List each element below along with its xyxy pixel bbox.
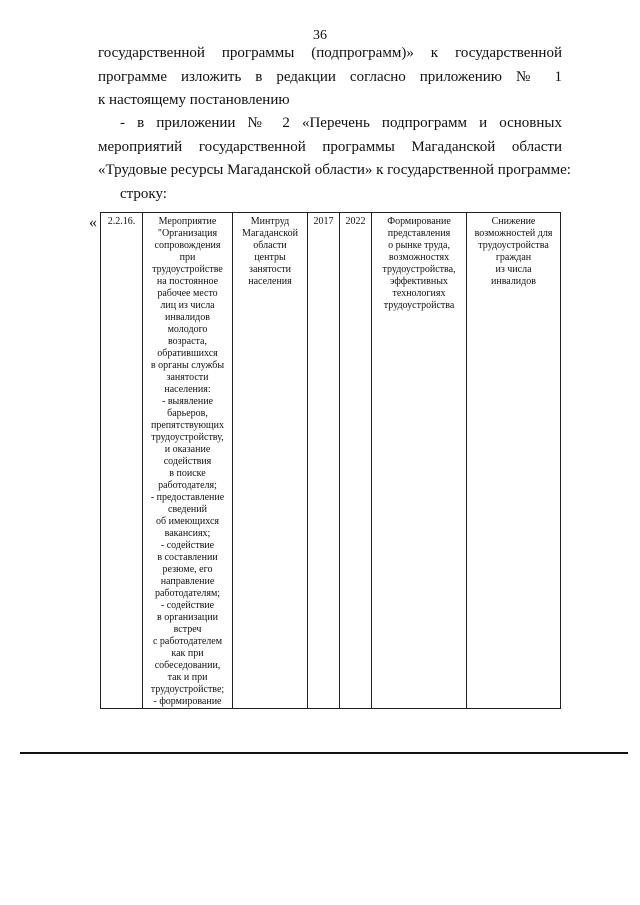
- cell-line: - содействие: [160, 540, 215, 551]
- paragraph-appendix: [98, 112, 571, 206]
- cell-line: центры: [254, 252, 286, 263]
- cell-line: так и при: [167, 672, 208, 683]
- text-line: - в приложении № 2 «Перечень подпрограмм и основных: [120, 115, 562, 131]
- cell-line: - содействие: [160, 600, 215, 611]
- cell-line: инвалидов: [165, 312, 210, 323]
- paragraph-intro: [98, 42, 562, 113]
- cell-line: занятости: [166, 372, 209, 383]
- cell-line: резюме, его: [162, 564, 213, 575]
- cell-line: рабочее место: [157, 288, 218, 299]
- cell-line: - предоставление: [150, 492, 225, 503]
- cell-line: занятости: [249, 264, 291, 275]
- cell-line: населения:: [164, 384, 211, 395]
- cell-line: молодого: [167, 324, 208, 335]
- cell-line: возможностях: [388, 252, 450, 263]
- cell-line: трудоустройстве: [152, 264, 223, 275]
- cell-line: лиц из числа: [160, 300, 215, 311]
- cell-line: встреч: [173, 624, 202, 635]
- cell-line: возможностей для: [474, 228, 553, 239]
- cell-year-end: 2022: [340, 213, 372, 709]
- cell-year-start: 2017: [308, 213, 340, 709]
- cell-line: работодателям;: [154, 588, 221, 599]
- cell-line: Магаданской: [242, 228, 298, 239]
- cell-line: в поиске: [169, 468, 206, 479]
- cell-line: с работодателем: [152, 636, 223, 647]
- text-line: «Трудовые ресурсы Магаданской области» к государственной программе:: [98, 162, 571, 178]
- cell-line: граждан: [495, 252, 532, 263]
- cell-line: из числа: [495, 264, 532, 275]
- cell-executor: [233, 213, 308, 709]
- cell-line: на постоянное: [156, 276, 219, 287]
- cell-event: [143, 213, 233, 709]
- cell-line: сопровождения: [154, 240, 221, 251]
- cell-line: трудоустройства: [383, 300, 455, 311]
- cell-line: направление: [160, 576, 215, 587]
- text-line: мероприятий государственной программы Магаданской области: [98, 138, 562, 155]
- cell-line: населения: [248, 276, 292, 287]
- text-line: государственной программы (подпрограмм)» к государственной: [98, 45, 562, 61]
- cell-line: трудоустройства,: [382, 264, 456, 275]
- text-line: строку:: [120, 185, 167, 202]
- cell-line: о рынке труда,: [388, 240, 450, 251]
- cell-number: 2.2.16.: [101, 213, 143, 709]
- cell-line: Мероприятие: [158, 216, 217, 227]
- page-divider-line: [20, 752, 628, 754]
- cell-line: трудоустройства: [478, 240, 549, 251]
- cell-line: в органы службы: [150, 360, 225, 371]
- cell-line: эффективных: [390, 276, 448, 287]
- cell-line: об имеющихся: [156, 516, 219, 527]
- cell-line: Формирование: [387, 216, 451, 227]
- cell-line: технологиях: [392, 288, 446, 299]
- text-line: программе изложить в редакции согласно приложению № 1: [98, 68, 562, 85]
- cell-line: трудоустройстве;: [150, 684, 225, 695]
- cell-line: сведений: [168, 504, 207, 515]
- cell-line: в составлении: [157, 552, 218, 563]
- table-row: [101, 213, 561, 709]
- cell-line: при: [179, 252, 196, 263]
- cell-line: представления: [387, 228, 451, 239]
- cell-line: - выявление: [161, 396, 214, 407]
- cell-line: работодателя;: [158, 480, 217, 491]
- cell-line: области: [253, 240, 287, 251]
- cell-line: - формирование: [153, 696, 222, 707]
- cell-line: в организации: [157, 612, 218, 623]
- program-row-table: [100, 212, 561, 709]
- cell-line: как при: [171, 648, 204, 659]
- cell-line: трудоустройству,: [151, 432, 224, 443]
- cell-line: барьеров,: [167, 408, 208, 419]
- page-number: 36: [313, 28, 327, 43]
- cell-line: Снижение: [491, 216, 536, 227]
- text-line: к настоящему постановлению: [98, 92, 290, 108]
- cell-line: вакансиях;: [164, 528, 211, 539]
- cell-line: "Организация: [157, 228, 218, 239]
- cell-line: обратившихся: [157, 348, 218, 359]
- cell-line: препятствующих: [151, 420, 224, 431]
- cell-line: собеседовании,: [154, 660, 221, 671]
- cell-result: [372, 213, 467, 709]
- cell-line: Минтруд: [250, 216, 290, 227]
- cell-consequence: [467, 213, 561, 709]
- cell-line: содействия: [163, 456, 212, 467]
- cell-line: инвалидов: [491, 276, 536, 287]
- cell-line: возраста,: [168, 336, 207, 347]
- open-quote-mark: «: [89, 214, 97, 231]
- cell-line: и оказание: [164, 444, 211, 455]
